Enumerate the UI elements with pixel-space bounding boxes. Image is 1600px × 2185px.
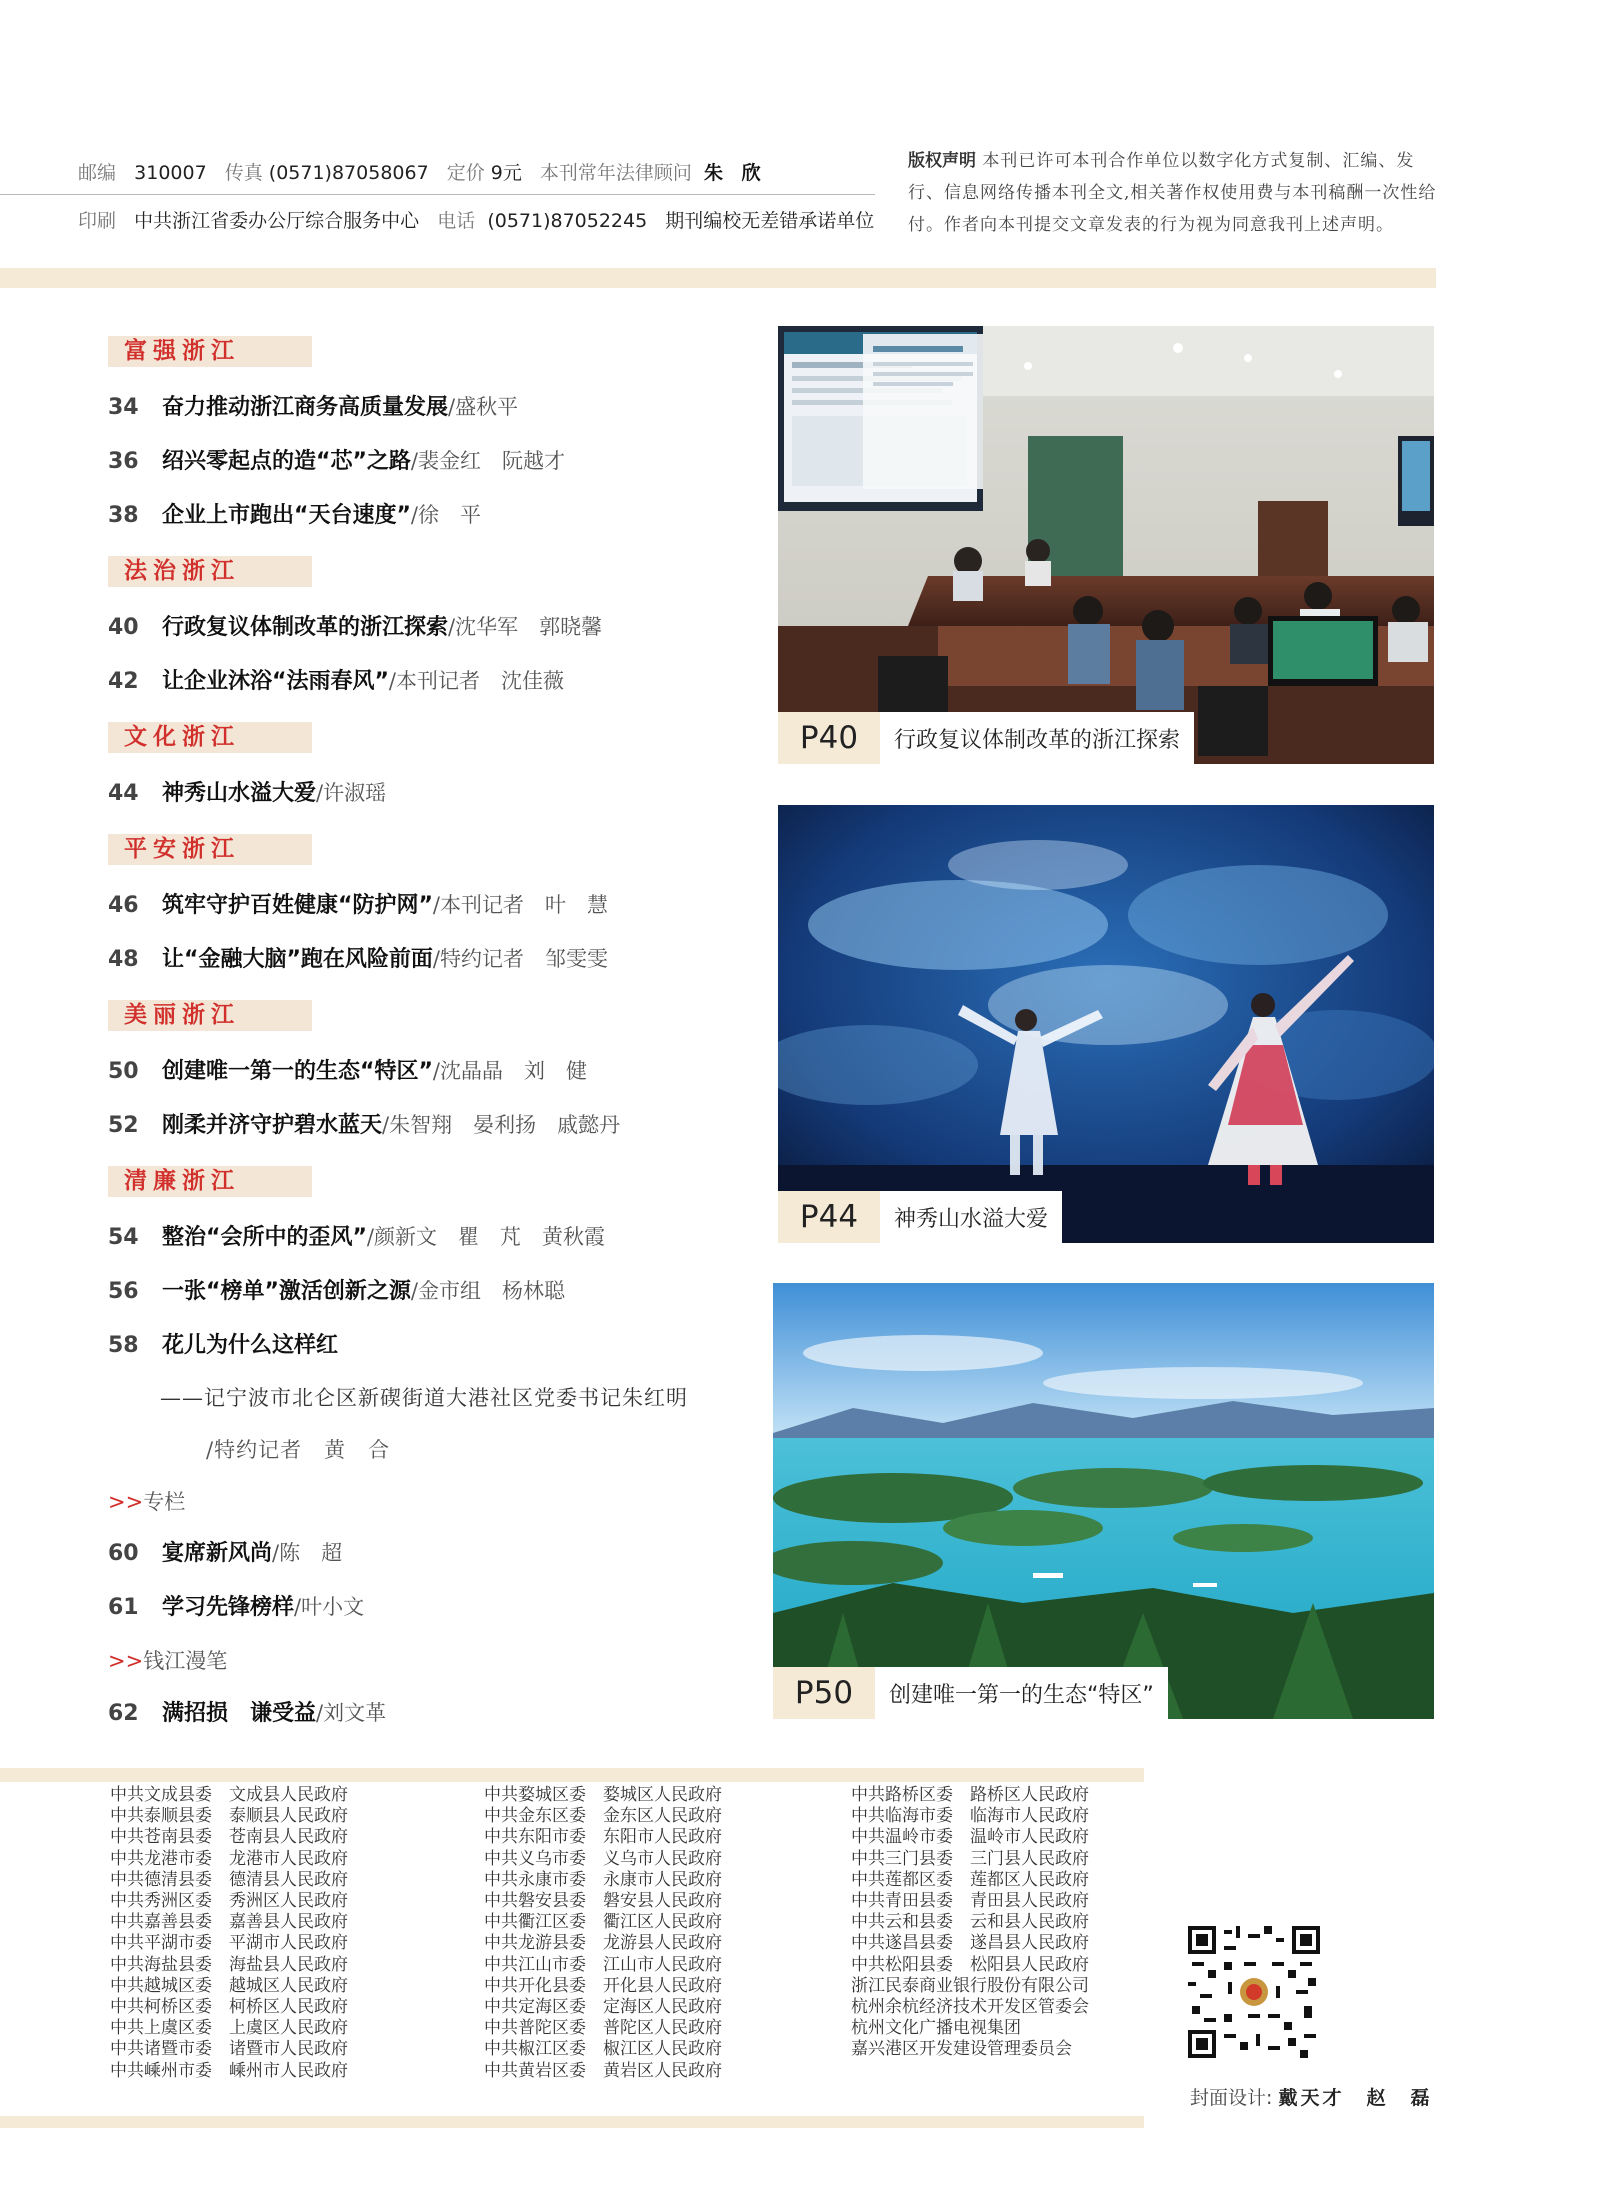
section-header: 美丽浙江 [108, 1000, 312, 1031]
toc-entry[interactable]: 62 满招损 谦受益/刘文革 [108, 1701, 387, 1726]
toc-entry-author: /特约记者 黄 合 [206, 1438, 391, 1462]
toc-entry[interactable]: 60 宴席新风尚/陈 超 [108, 1541, 343, 1566]
meeting-room-image [778, 326, 1434, 764]
cover-design-credit: 封面设计: 戴天才 赵 磊 [1190, 2087, 1433, 2109]
toc-entry[interactable]: 40 行政复议体制改革的浙江探索/沈华军 郭晓馨 [108, 615, 603, 640]
section-header: 文化浙江 [108, 722, 312, 753]
section-header: 法治浙江 [108, 556, 312, 587]
sponsor-list: 中共文成县委 文成县人民政府 中共泰顺县委 泰顺县人民政府 中共苍南县委 苍南县人民政府 中共龙港市委 龙港市人民政府 中共德清县委 德清县人民政府 中共秀洲区委 秀洲区人民政府 中共嘉善县委 嘉善县人民政府 中共平湖市委 平湖市人民政府 中共海盐县委 海盐县人民政府 中共越城区委 越城区人民政府 中共柯桥区委 柯桥区人民政府 中共上虞区委 上虞区人民政府 中共诸暨市委 诸暨市人民政府 中共嵊州市委 嵊州市人民政府 [110, 1785, 348, 2081]
column-header: >>专栏 [108, 1490, 186, 1514]
photo-caption: P40 行政复议体制改革的浙江探索 [778, 712, 1194, 764]
photo-p44[interactable] [778, 805, 1434, 1243]
bottom-band [0, 2116, 1144, 2128]
section-header: 平安浙江 [108, 834, 312, 865]
toc-entry[interactable]: 48 让“金融大脑”跑在风险前面/特约记者 邹雯雯 [108, 947, 608, 972]
sponsor-list: 中共婺城区委 婺城区人民政府 中共金东区委 金东区人民政府 中共东阳市委 东阳市人民政府 中共义乌市委 义乌市人民政府 中共永康市委 永康市人民政府 中共磐安县委 磐安县人民政府 中共衢江区委 衢江区人民政府 中共龙游县委 龙游县人民政府 中共江山市委 江山市人民政府 中共开化县委 开化县人民政府 中共定海区委 定海区人民政府 中共普陀区委 普陀区人民政府 中共椒江区委 椒江区人民政府 中共黄岩区委 黄岩区人民政府 [484, 1785, 722, 2081]
toc-entry[interactable]: 36 绍兴零起点的造“芯”之路/裴金红 阮越才 [108, 449, 565, 474]
copyright-notice: 版权声明 本刊已许可本刊合作单位以数字化方式复制、汇编、发行、信息网络传播本刊全文,相关著作权使用费与本刊稿酬一次性给付。作者向本刊提交文章发表的行为视为同意我刊上述声明。 [908, 151, 1437, 235]
photo-p50[interactable] [773, 1283, 1434, 1719]
toc-entry[interactable]: 61 学习先锋榜样/叶小文 [108, 1595, 365, 1620]
toc-entry[interactable]: 56 一张“榜单”激活创新之源/金市组 杨林聪 [108, 1279, 565, 1304]
lake-landscape-image [773, 1283, 1434, 1719]
toc-entry[interactable]: 50 创建唯一第一的生态“特区”/沈晶晶 刘 健 [108, 1059, 587, 1084]
section-header: 富强浙江 [108, 336, 312, 367]
qr-code [1188, 1926, 1320, 2058]
section-header: 清廉浙江 [108, 1166, 312, 1197]
photo-caption: P44 神秀山水溢大爱 [778, 1191, 1062, 1243]
qr-code-icon [1188, 1926, 1320, 2058]
photo-p40[interactable] [778, 326, 1434, 764]
toc-entry[interactable]: 34 奋力推动浙江商务高质量发展/盛秋平 [108, 395, 519, 420]
dance-performance-image [778, 805, 1434, 1243]
toc-entry[interactable]: 52 刚柔并济守护碧水蓝天/朱智翔 晏利扬 戚懿丹 [108, 1113, 621, 1138]
toc-entry-subtitle: ——记宁波市北仑区新碶街道大港社区党委书记朱红明 [160, 1386, 688, 1410]
toc-entry[interactable]: 58 花儿为什么这样红 [108, 1333, 339, 1358]
toc-entry[interactable]: 38 企业上市跑出“天台速度”/徐 平 [108, 503, 481, 528]
top-band [0, 268, 1436, 288]
toc-entry[interactable]: 42 让企业沐浴“法雨春风”/本刊记者 沈佳薇 [108, 669, 564, 694]
toc-entry[interactable]: 44 神秀山水溢大爱/许淑瑶 [108, 781, 387, 806]
photo-caption: P50 创建唯一第一的生态“特区” [773, 1667, 1168, 1719]
toc-entry[interactable]: 46 筑牢守护百姓健康“防护网”/本刊记者 叶 慧 [108, 893, 608, 918]
toc-entry[interactable]: 54 整治“会所中的歪风”/颜新文 瞿 芃 黄秋霞 [108, 1225, 605, 1250]
sponsor-band-top [0, 1768, 1144, 1782]
sponsor-list: 中共路桥区委 路桥区人民政府 中共临海市委 临海市人民政府 中共温岭市委 温岭市人民政府 中共三门县委 三门县人民政府 中共莲都区委 莲都区人民政府 中共青田县委 青田县人民政府 中共云和县委 云和县人民政府 中共遂昌县委 遂昌县人民政府 中共松阳县委 松阳县人民政府 浙江民泰商业银行股份有限公司 杭州余杭经济技术开发区管委会 杭州文化广播电视集团 嘉兴港区开发建设管理委员会 [851, 1785, 1089, 2060]
header-line-2: 印刷 中共浙江省委办公厅综合服务中心 电话 (0571)87052245 期刊编校无差错承诺单位 [78, 210, 875, 232]
column-header: >>钱江漫笔 [108, 1649, 228, 1673]
header-line-1: 邮编 310007 传真 (0571)87058067 定价 9元 本刊常年法律顾问 朱 欣 [78, 162, 767, 184]
header-rule [0, 194, 875, 195]
